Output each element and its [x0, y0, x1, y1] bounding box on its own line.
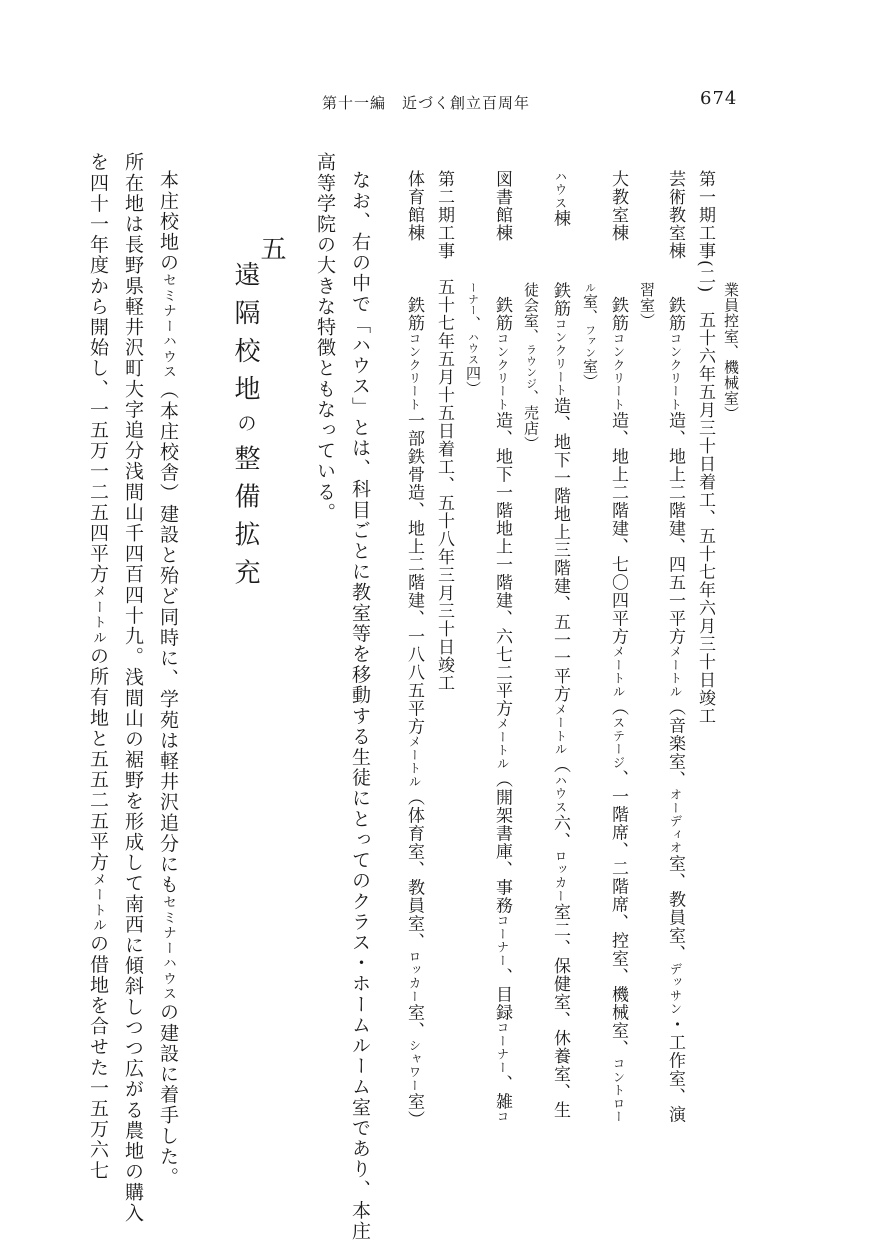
text-segment: の所有地と五五二五平方 [87, 645, 109, 873]
text-segment: 室） [581, 358, 599, 390]
text-segment: メートル [495, 717, 509, 771]
text-segment: 体育館棟 鉄筋 [404, 170, 424, 332]
text-column-c5 [609, 170, 626, 1124]
text-segment: コンクリート [407, 332, 421, 412]
text-column-c16 [123, 152, 142, 1223]
text-segment: コントロー [611, 1057, 625, 1124]
text-segment: コ [495, 1110, 509, 1124]
text-segment: ハウス [349, 334, 371, 397]
text-segment: を四十一年度から開始し、一五万一二五四平方 [87, 152, 109, 585]
text-segment: ル [584, 282, 597, 294]
text-segment: （ [550, 756, 570, 775]
text-segment: クラス・ホームルーム [349, 891, 371, 1098]
text-segment: 第一期工事(二) 五十六年五月三十日着工、五十七年六月三十日竣工 [695, 170, 715, 726]
text-segment: （開架書庫、事務 [492, 770, 512, 915]
text-segment: コンクリート [668, 332, 682, 412]
section-title-part: 整備拡充 [230, 444, 260, 597]
text-segment: 造、地上二階建、四五一平方 [665, 411, 685, 646]
text-segment: 六、 [550, 813, 570, 850]
text-column-c3 [666, 170, 683, 1124]
text-segment: 習室） [638, 282, 656, 329]
text-segment: 徒会室、 [522, 282, 540, 344]
text-column-c1 [723, 282, 738, 422]
text-segment: 」とは、科目ごとに教室等を移動する生徒にとっての [349, 396, 371, 892]
text-column-c7 [551, 170, 568, 1119]
page-number: 674 [700, 88, 738, 109]
text-segment: ロッカー [407, 950, 421, 1004]
text-segment: 室、 [581, 293, 599, 325]
text-segment: シャワー [407, 1039, 421, 1093]
text-column-c12 [405, 170, 422, 1128]
text-segment: （体育室、教員室、 [404, 788, 424, 951]
text-segment: コーナー [495, 1021, 509, 1075]
text-column-c13 [350, 170, 369, 1241]
text-segment: （ [608, 698, 628, 717]
text-segment: 室、 [404, 1003, 424, 1040]
text-segment: 一部鉄骨造、地上二階建、一八八五平方 [404, 411, 424, 736]
text-segment: メートル [90, 584, 106, 646]
text-segment: ロッカー [553, 849, 567, 903]
text-segment: 造、地上二階建、七〇四平方 [608, 411, 628, 646]
running-head: 第十一編 近づく創立百周年 [322, 94, 531, 112]
text-segment: 、目録 [492, 967, 512, 1022]
section-number: 五 [256, 235, 286, 273]
text-column-c10 [465, 282, 480, 396]
text-segment: コンクリート [553, 317, 567, 398]
text-segment: オーディオ [668, 788, 682, 855]
text-segment: コーナー [495, 914, 509, 968]
text-segment: メートル [611, 645, 625, 699]
text-segment: メートル [90, 872, 106, 934]
text-segment: 棟 鉄筋 [550, 209, 570, 318]
text-segment: なお、右の中で「 [349, 170, 371, 335]
text-column-c11 [435, 170, 452, 692]
text-segment: メートル [407, 735, 421, 789]
text-column-c17 [88, 152, 107, 1181]
text-segment: （音楽室、 [665, 698, 685, 789]
text-column-c6 [582, 282, 597, 389]
text-segment: ーナー [467, 282, 480, 316]
text-segment: セミナーハウス [160, 894, 176, 1002]
text-segment: の建設に着手した。 [157, 1001, 179, 1188]
text-segment: ステージ [611, 716, 625, 770]
text-segment: ファン [584, 324, 597, 359]
text-segment: 第二期工事 五十七年五月十五日着工、五十八年三月三十日竣工 [434, 170, 454, 692]
text-segment: 本庄校地の [157, 170, 179, 273]
text-segment: 四） [464, 365, 482, 397]
text-column-c15 [158, 170, 177, 1187]
text-segment: 大教室棟 鉄筋 [608, 170, 628, 332]
text-segment: コンクリート [495, 332, 509, 412]
text-segment: （本庄校舎）建設と殆ど同時に、学苑は軽井沢追分にも [157, 379, 179, 895]
text-segment: メートル [553, 703, 567, 757]
text-segment: ハウス [467, 331, 480, 366]
section-title-part: の [234, 413, 257, 445]
text-segment: ハウス [553, 170, 567, 210]
text-segment: 、一階席、二階席、控室、機械室、 [608, 769, 628, 1058]
text-segment: 業員控室、機械室） [722, 282, 740, 422]
text-segment: メートル [668, 645, 682, 699]
text-segment: の借地を合せた一五万六七 [87, 933, 109, 1181]
text-column-c8 [523, 282, 538, 451]
text-segment: コンクリート [611, 332, 625, 412]
text-column-c14 [315, 152, 334, 523]
text-segment: ハウス [553, 774, 567, 814]
text-segment: デッサン [668, 962, 682, 1016]
text-segment: 、 [464, 315, 482, 332]
text-segment: 所在地は長野県軽井沢町大字追分浅間山千四百四十九。浅間山の裾野を形成して南西に傾斜しつつ広がる農地の購入 [122, 152, 144, 1224]
text-column-c9 [493, 170, 510, 1124]
text-column-c2 [696, 170, 713, 725]
text-segment: 、売店） [522, 389, 540, 452]
text-segment: 、雑 [492, 1074, 512, 1111]
section-title [232, 261, 258, 597]
text-segment: 造、地下一階地上一階建、六七二平方 [492, 411, 512, 718]
text-segment: ラウンジ [525, 344, 538, 390]
text-segment: 造、地下一階地上三階建、五一一平方 [550, 397, 570, 704]
text-segment: 室、教員室、 [665, 854, 685, 963]
section-heading [232, 235, 284, 597]
text-segment: 室） [404, 1092, 424, 1129]
text-segment: 室二、保健室、休養室、生 [550, 902, 570, 1119]
text-segment: 高等学院の大きな特徴ともなっている。 [314, 152, 336, 523]
text-segment: 芸術教室棟 鉄筋 [665, 170, 685, 332]
text-segment: ・工作室、演 [665, 1015, 685, 1124]
text-segment: 図書館棟 鉄筋 [492, 170, 512, 332]
text-column-c4 [639, 282, 654, 329]
section-title-part: 遠隔校地 [230, 261, 260, 413]
text-segment: 室であり、本庄 [349, 1097, 371, 1241]
text-segment: セミナーハウス [160, 273, 176, 380]
